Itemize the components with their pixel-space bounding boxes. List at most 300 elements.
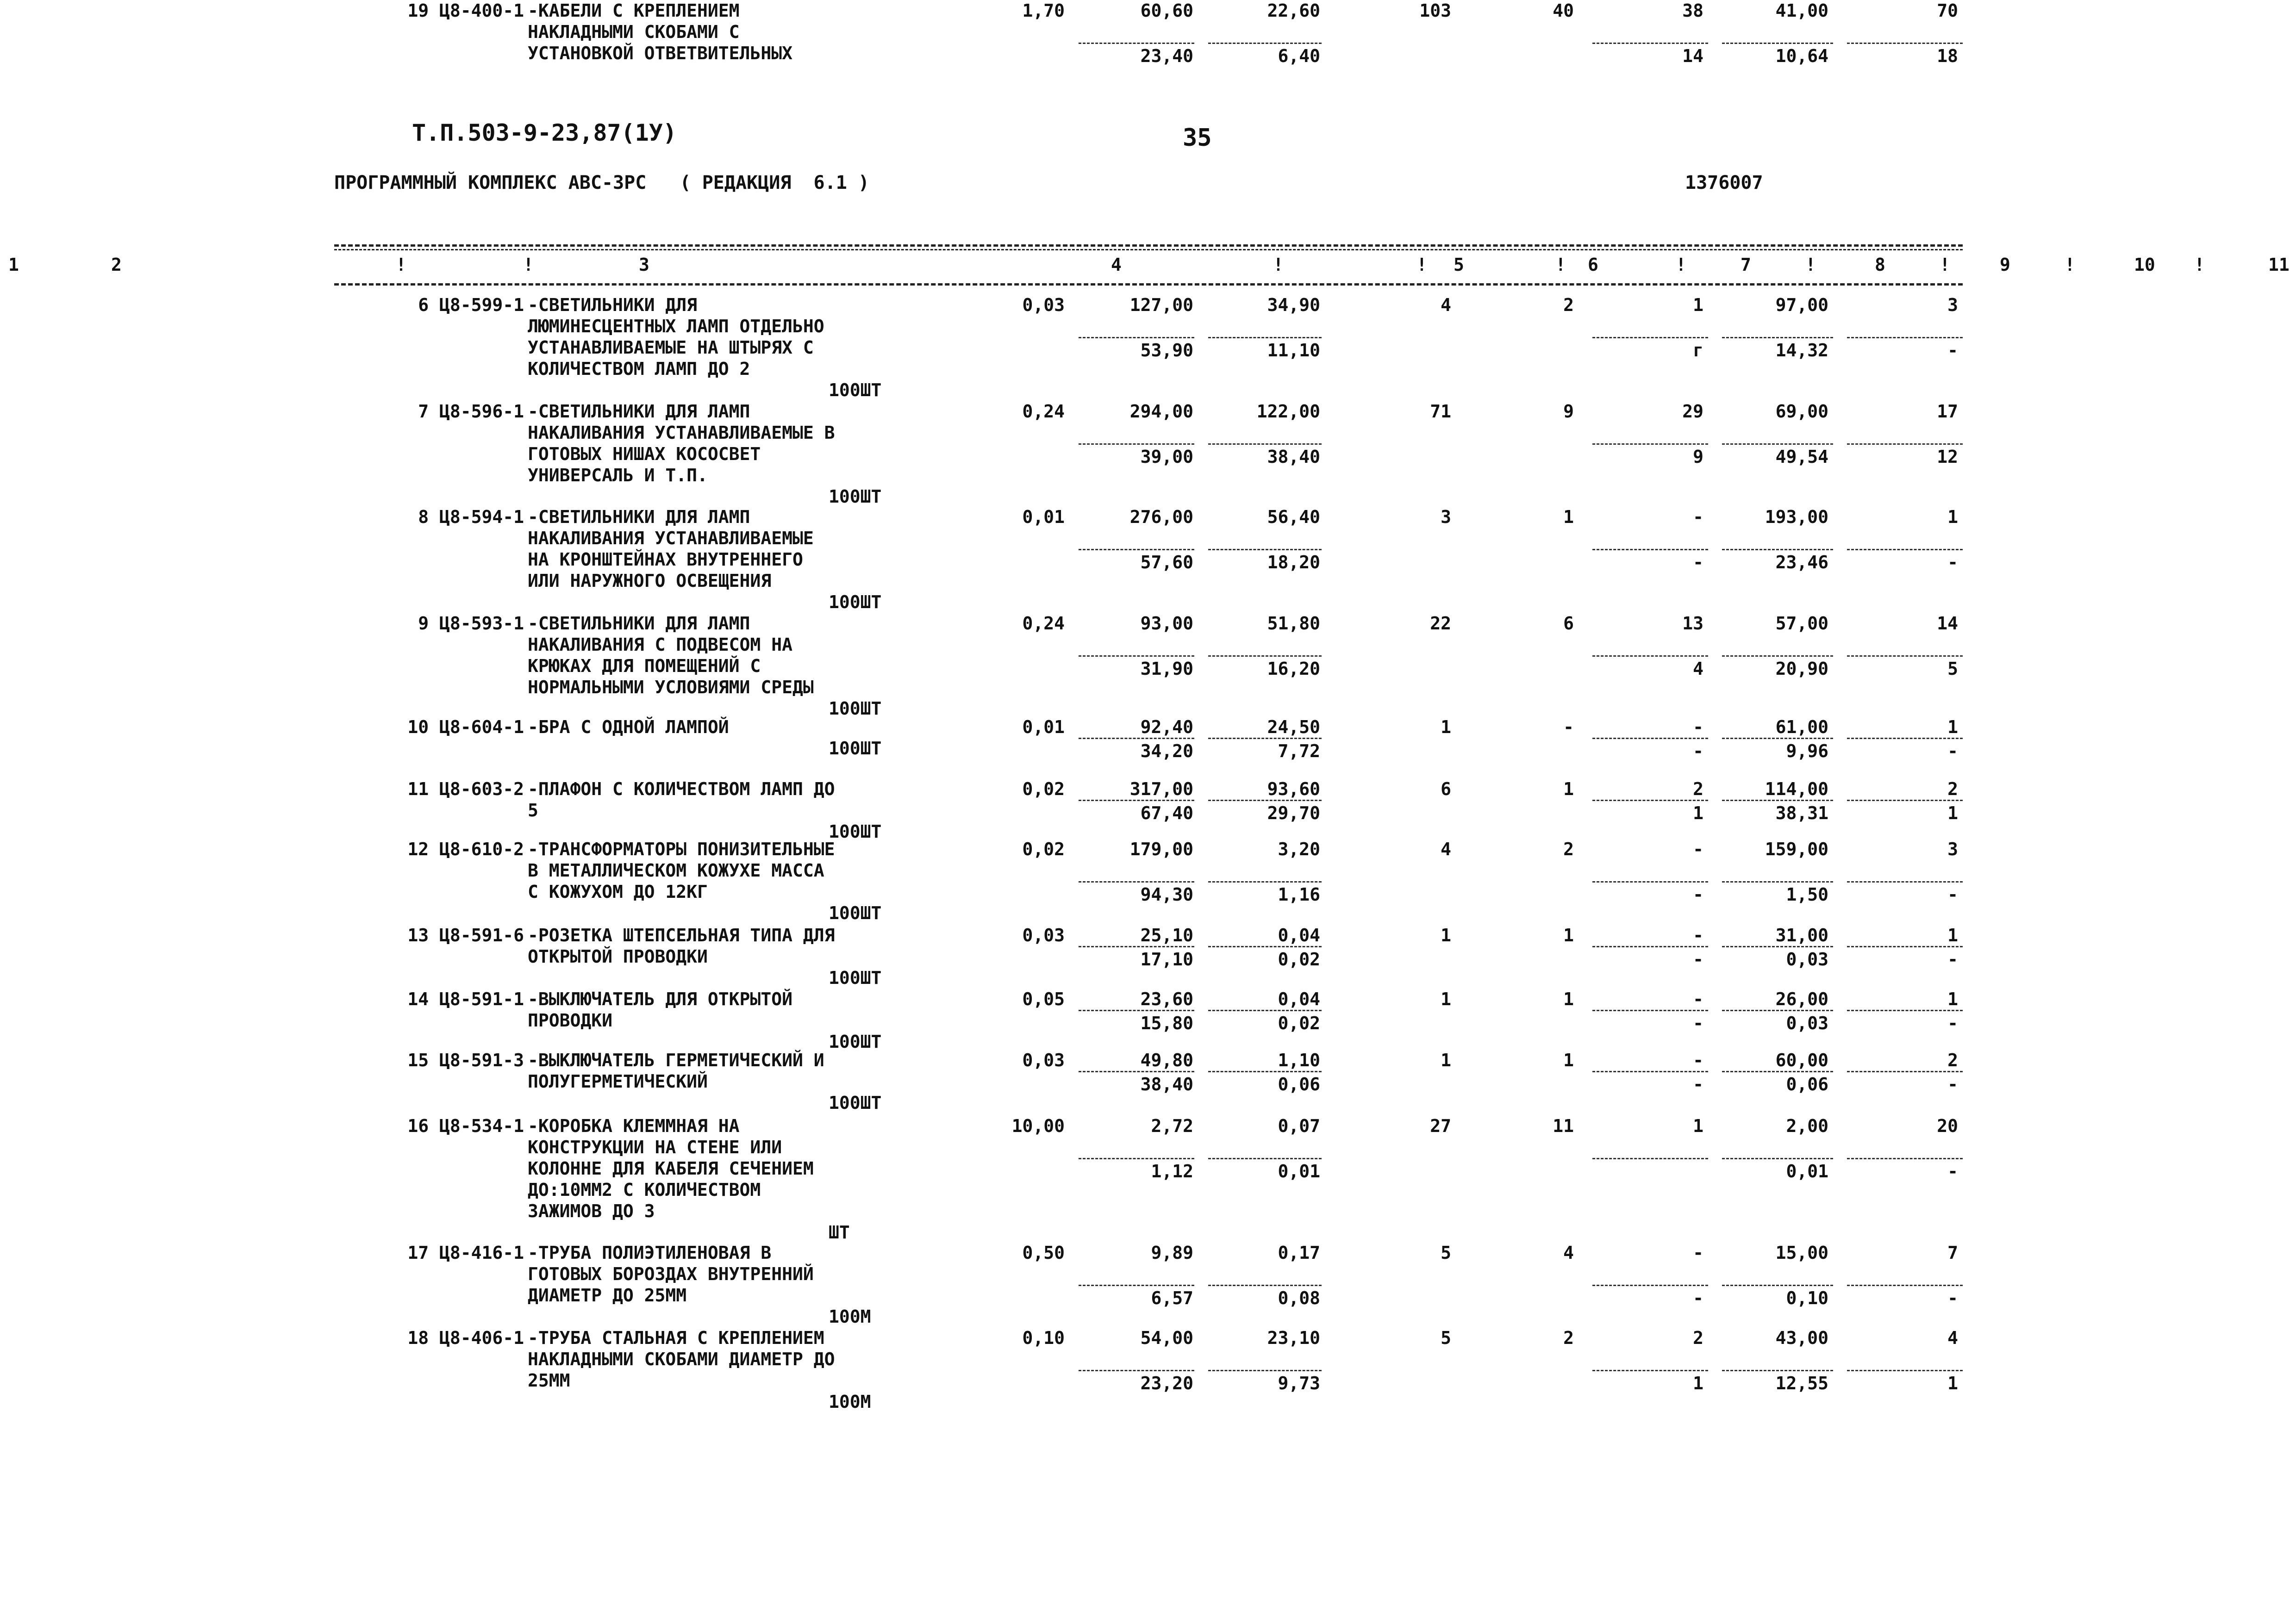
column-header-separator: !	[1676, 255, 1686, 275]
row-number-and-code	[334, 989, 524, 1010]
row-description-line: -ТРУБА СТАЛЬНАЯ С КРЕПЛЕНИЕМ	[528, 1328, 824, 1348]
column-header-separator: !	[523, 255, 534, 275]
column-header-10: 10	[2134, 255, 2155, 275]
col9-sub-value: г	[1693, 340, 1703, 361]
row-description-line: НАКЛАДНЫМИ СКОБАМИ ДИАМЕТР ДО	[528, 1349, 835, 1369]
col7-value: 4	[1441, 295, 1451, 315]
value-separator	[1847, 738, 1963, 739]
row-description-line: ЗАЖИМОВ ДО 3	[528, 1201, 655, 1221]
col8-value: 6	[1563, 613, 1574, 634]
program-line: ПРОГРАММНЫЙ КОМПЛЕКС АВС-3РС ( РЕДАКЦИЯ 6.1 )	[334, 172, 869, 193]
value-separator	[1079, 881, 1194, 883]
value-separator	[1847, 1071, 1963, 1072]
col9-sub-value: -	[1693, 741, 1703, 761]
col5-value: 276,00	[1129, 507, 1193, 527]
col6-value: 0,04	[1278, 925, 1320, 945]
value-separator	[1847, 1285, 1963, 1286]
col7-value: 6	[1441, 779, 1451, 799]
col9-sub-value: -	[1693, 949, 1703, 970]
col6-value: 93,60	[1267, 779, 1320, 799]
col5-value: 54,00	[1140, 1328, 1193, 1348]
col7-value: 1	[1441, 925, 1451, 945]
value-separator	[1208, 337, 1322, 338]
value-separator	[1208, 946, 1322, 947]
col11-value: 3	[1947, 839, 1958, 859]
col4-value: 0,02	[1022, 779, 1065, 799]
column-header-3: 3	[639, 255, 649, 275]
row-number-and-code	[334, 401, 524, 422]
col11-sub-value: 18	[1937, 46, 1958, 66]
row-description-line: -КАБЕЛИ С КРЕПЛЕНИЕМ	[528, 0, 740, 21]
col8-value: 4	[1563, 1243, 1574, 1263]
col6-sub-value: 0,02	[1278, 1013, 1320, 1033]
col10-value: 60,00	[1775, 1050, 1828, 1070]
column-header-8: 8	[1875, 255, 1885, 275]
value-separator	[1592, 1285, 1708, 1286]
col6-sub-value: 0,06	[1278, 1074, 1320, 1094]
col6-sub-value: 1,16	[1278, 884, 1320, 905]
col6-sub-value: 0,01	[1278, 1161, 1320, 1181]
row-number: 17	[407, 1243, 429, 1263]
col6-sub-value: 0,08	[1278, 1288, 1320, 1308]
row-code: Ц8-604-1	[439, 717, 524, 737]
col10-value: 2,00	[1786, 1116, 1828, 1136]
row-description-line: НАКЛАДНЫМИ СКОБАМИ С	[528, 22, 740, 42]
col10-sub-value: 38,31	[1775, 803, 1828, 823]
col7-value: 1	[1441, 1050, 1451, 1070]
row-unit: 100ШТ	[829, 968, 882, 988]
row-number-and-code	[334, 778, 524, 800]
col11-sub-value: -	[1947, 340, 1958, 361]
col9-value: 2	[1693, 779, 1703, 799]
table-top-rule-inner	[334, 249, 1963, 250]
value-separator	[1847, 800, 1963, 801]
row-description-line: -СВЕТИЛЬНИКИ ДЛЯ ЛАМП	[528, 613, 750, 634]
col5-sub-value: 53,90	[1140, 340, 1193, 361]
col8-value: 1	[1563, 925, 1574, 945]
col6-value: 0,17	[1278, 1243, 1320, 1263]
col5-sub-value: 23,40	[1140, 46, 1193, 66]
column-header-1: 1	[8, 255, 19, 275]
row-description-line: ОТКРЫТОЙ ПРОВОДКИ	[528, 946, 708, 967]
col9-sub-value: 1	[1693, 1373, 1703, 1393]
row-description-line: -ТРУБА ПОЛИЭТИЛЕНОВАЯ В	[528, 1243, 772, 1263]
row-description-line: -ПЛАФОН С КОЛИЧЕСТВОМ ЛАМП ДО	[528, 779, 835, 799]
row-description-line: УСТАНАВЛИВАЕМЫЕ НА ШТЫРЯХ С	[528, 337, 814, 358]
row-number-and-code	[334, 839, 524, 860]
value-separator	[1592, 800, 1708, 801]
col11-sub-value: -	[1947, 1161, 1958, 1181]
col9-value: -	[1693, 1050, 1703, 1070]
value-separator	[1722, 443, 1833, 445]
col6-sub-value: 7,72	[1278, 741, 1320, 761]
col6-value: 0,04	[1278, 989, 1320, 1009]
col7-value: 3	[1441, 507, 1451, 527]
value-separator	[1079, 1370, 1194, 1371]
col9-sub-value: -	[1693, 1288, 1703, 1308]
col9-value: -	[1693, 717, 1703, 737]
value-separator	[1592, 549, 1708, 550]
col6-value: 3,20	[1278, 839, 1320, 859]
row-code: Ц8-400-1	[439, 0, 524, 21]
value-separator	[1592, 337, 1708, 338]
col9-value: -	[1693, 507, 1703, 527]
col5-sub-value: 39,00	[1140, 447, 1193, 467]
col11-sub-value: 5	[1947, 659, 1958, 679]
value-separator	[1208, 549, 1322, 550]
col8-value: 2	[1563, 1328, 1574, 1348]
column-header-separator: !	[2065, 255, 2075, 275]
col10-value: 57,00	[1775, 613, 1828, 634]
value-separator	[1722, 738, 1833, 739]
value-separator	[1208, 1285, 1322, 1286]
col9-sub-value: 9	[1693, 447, 1703, 467]
col6-sub-value: 16,20	[1267, 659, 1320, 679]
col4-value: 0,01	[1022, 717, 1065, 737]
col4-value: 0,10	[1022, 1328, 1065, 1348]
col11-value: 3	[1947, 295, 1958, 315]
col6-value: 24,50	[1267, 717, 1320, 737]
col5-sub-value: 34,20	[1140, 741, 1193, 761]
value-separator	[1079, 1071, 1194, 1072]
column-header-row	[8, 255, 2290, 280]
col11-value: 17	[1937, 401, 1958, 422]
col6-sub-value: 6,40	[1278, 46, 1320, 66]
row-number: 18	[407, 1328, 429, 1348]
value-separator	[1847, 43, 1963, 44]
col9-sub-value: 1	[1693, 803, 1703, 823]
row-description-line: -СВЕТИЛЬНИКИ ДЛЯ	[528, 295, 698, 315]
value-separator	[1208, 800, 1322, 801]
col5-value: 93,00	[1140, 613, 1193, 634]
row-description-line: КОЛИЧЕСТВОМ ЛАМП ДО 2	[528, 359, 750, 379]
value-separator	[1592, 1010, 1708, 1011]
col9-value: -	[1693, 925, 1703, 945]
col8-value: 1	[1563, 779, 1574, 799]
col5-sub-value: 17,10	[1140, 949, 1193, 970]
row-description-line: 5	[528, 800, 538, 821]
row-number: 13	[407, 925, 429, 945]
col4-value: 0,02	[1022, 839, 1065, 859]
col10-value: 31,00	[1775, 925, 1828, 945]
value-separator	[1847, 946, 1963, 947]
row-code: Ц8-591-6	[439, 925, 524, 945]
col6-sub-value: 29,70	[1267, 803, 1320, 823]
col11-value: 7	[1947, 1243, 1958, 1263]
col8-value: 2	[1563, 839, 1574, 859]
col11-sub-value: 12	[1937, 447, 1958, 467]
column-header-4: 4	[1111, 255, 1122, 275]
col5-sub-value: 57,60	[1140, 552, 1193, 572]
col11-value: 20	[1937, 1116, 1958, 1136]
col9-sub-value: -	[1693, 884, 1703, 905]
col8-value: 2	[1563, 295, 1574, 315]
row-description-line: 25ММ	[528, 1370, 570, 1391]
value-separator	[1208, 443, 1322, 445]
value-separator	[1079, 738, 1194, 739]
value-separator	[1592, 43, 1708, 44]
col10-sub-value: 1,50	[1786, 884, 1828, 905]
row-number-and-code	[334, 613, 524, 634]
col6-value: 0,07	[1278, 1116, 1320, 1136]
value-separator	[1847, 1158, 1963, 1159]
row-number: 6	[418, 295, 429, 315]
row-code: Ц8-594-1	[439, 507, 524, 527]
value-separator	[1079, 800, 1194, 801]
column-header-separator: !	[1416, 255, 1427, 275]
value-separator	[1592, 1158, 1708, 1159]
row-description-line: КОНСТРУКЦИИ НА СТЕНЕ ИЛИ	[528, 1137, 782, 1157]
row-number-and-code	[334, 294, 524, 316]
column-header-separator: !	[1940, 255, 1950, 275]
col9-sub-value: 14	[1682, 46, 1703, 66]
col11-value: 1	[1947, 989, 1958, 1009]
col11-sub-value: -	[1947, 1074, 1958, 1094]
col8-value: 1	[1563, 989, 1574, 1009]
value-separator	[1722, 1158, 1833, 1159]
row-description-line: ГОТОВЫХ БОРОЗДАХ ВНУТРЕННИЙ	[528, 1264, 814, 1284]
row-code: Ц8-593-1	[439, 613, 524, 634]
value-separator	[1079, 43, 1194, 44]
row-number: 15	[407, 1050, 429, 1070]
value-separator	[1208, 1158, 1322, 1159]
col10-value: 193,00	[1765, 507, 1828, 527]
table-top-rule	[334, 244, 1963, 247]
value-separator	[1722, 800, 1833, 801]
row-description-line: -ВЫКЛЮЧАТЕЛЬ ДЛЯ ОТКРЫТОЙ	[528, 989, 792, 1009]
col4-value: 0,05	[1022, 989, 1065, 1009]
col9-value: -	[1693, 1243, 1703, 1263]
col11-sub-value: -	[1947, 884, 1958, 905]
row-code: Ц8-610-2	[439, 839, 524, 859]
value-separator	[1847, 549, 1963, 550]
value-separator	[1208, 43, 1322, 44]
col7-value: 1	[1441, 717, 1451, 737]
col5-value: 317,00	[1129, 779, 1193, 799]
col11-sub-value: -	[1947, 949, 1958, 970]
col5-value: 127,00	[1129, 295, 1193, 315]
value-separator	[1208, 1071, 1322, 1072]
row-code: Ц8-591-1	[439, 989, 524, 1009]
col5-value: 2,72	[1151, 1116, 1193, 1136]
col5-value: 49,80	[1140, 1050, 1193, 1070]
col11-value: 4	[1947, 1328, 1958, 1348]
col5-sub-value: 23,20	[1140, 1373, 1193, 1393]
row-code: Ц8-591-3	[439, 1050, 524, 1070]
col5-value: 179,00	[1129, 839, 1193, 859]
value-separator	[1079, 1285, 1194, 1286]
col10-sub-value: 14,32	[1775, 340, 1828, 361]
value-separator	[1722, 1010, 1833, 1011]
row-description-line: ПОЛУГЕРМЕТИЧЕСКИЙ	[528, 1071, 708, 1092]
col7-value: 5	[1441, 1243, 1451, 1263]
col6-sub-value: 11,10	[1267, 340, 1320, 361]
value-separator	[1722, 655, 1833, 657]
col4-value: 0,01	[1022, 507, 1065, 527]
col9-value: 29	[1682, 401, 1703, 422]
row-unit: 100ШТ	[829, 698, 882, 719]
row-description-line: НАКАЛИВАНИЯ УСТАНАВЛИВАЕМЫЕ	[528, 528, 814, 548]
row-number-and-code	[334, 1115, 524, 1137]
col6-sub-value: 0,02	[1278, 949, 1320, 970]
value-separator	[1208, 1370, 1322, 1371]
column-header-2: 2	[111, 255, 122, 275]
value-separator	[1847, 443, 1963, 445]
row-description-line: НАКАЛИВАНИЯ УСТАНАВЛИВАЕМЫЕ В	[528, 423, 835, 443]
col6-sub-value: 38,40	[1267, 447, 1320, 467]
row-description-line: -ТРАНСФОРМАТОРЫ ПОНИЗИТЕЛЬНЫЕ	[528, 839, 835, 859]
row-number-and-code	[334, 1242, 524, 1263]
row-number-and-code	[334, 925, 524, 946]
col9-sub-value: -	[1693, 552, 1703, 572]
col10-sub-value: 20,90	[1775, 659, 1828, 679]
value-separator	[1208, 738, 1322, 739]
row-unit: 100ШТ	[829, 738, 882, 759]
row-code: Ц8-596-1	[439, 401, 524, 422]
document-code: Т.П.503-9-23,87(1У)	[412, 119, 677, 146]
row-unit: 100ШТ	[829, 380, 882, 400]
col5-sub-value: 6,57	[1151, 1288, 1193, 1308]
col9-sub-value: -	[1693, 1074, 1703, 1094]
value-separator	[1847, 337, 1963, 338]
col9-value: 1	[1693, 295, 1703, 315]
col7-value: 5	[1441, 1328, 1451, 1348]
col9-value: 1	[1693, 1116, 1703, 1136]
col10-value: 61,00	[1775, 717, 1828, 737]
row-description-line: В МЕТАЛЛИЧЕСКОМ КОЖУХЕ МАССА	[528, 860, 824, 881]
col5-sub-value: 1,12	[1151, 1161, 1193, 1181]
row-description-line: НА КРОНШТЕЙНАХ ВНУТРЕННЕГО	[528, 549, 803, 570]
value-separator	[1592, 443, 1708, 445]
row-unit: 100ШТ	[829, 1093, 882, 1113]
row-description-line: КРЮКАХ ДЛЯ ПОМЕЩЕНИЙ С	[528, 656, 761, 676]
row-number: 11	[407, 779, 429, 799]
col5-sub-value: 67,40	[1140, 803, 1193, 823]
col5-sub-value: 38,40	[1140, 1074, 1193, 1094]
column-header-separator: !	[1805, 255, 1816, 275]
row-unit: 100ШТ	[829, 1032, 882, 1052]
row-unit: 100ШТ	[829, 592, 882, 612]
value-separator	[1079, 443, 1194, 445]
col4-value: 0,03	[1022, 295, 1065, 315]
col6-sub-value: 18,20	[1267, 552, 1320, 572]
value-separator	[1592, 881, 1708, 883]
value-separator	[1079, 946, 1194, 947]
row-description-line: -РОЗЕТКА ШТЕПСЕЛЬНАЯ ТИПА ДЛЯ	[528, 925, 835, 945]
col7-value: 103	[1419, 0, 1451, 21]
row-code: Ц8-534-1	[439, 1116, 524, 1136]
col8-value: 1	[1563, 507, 1574, 527]
value-separator	[1592, 655, 1708, 657]
column-header-11: 11	[2268, 255, 2290, 275]
page-number: 35	[1183, 124, 1212, 152]
row-number: 10	[407, 717, 429, 737]
col11-value: 1	[1947, 507, 1958, 527]
value-separator	[1208, 881, 1322, 883]
col10-value: 69,00	[1775, 401, 1828, 422]
row-code: Ц8-599-1	[439, 295, 524, 315]
col9-value: 13	[1682, 613, 1703, 634]
row-number-and-code	[334, 1327, 524, 1349]
row-description-line: С КОЖУХОМ ДО 12КГ	[528, 882, 708, 902]
col4-value: 0,03	[1022, 1050, 1065, 1070]
col11-value: 2	[1947, 779, 1958, 799]
row-description-line: -БРА С ОДНОЙ ЛАМПОЙ	[528, 717, 729, 737]
row-unit: 100ШТ	[829, 903, 882, 923]
value-separator	[1592, 738, 1708, 739]
col11-sub-value: -	[1947, 741, 1958, 761]
column-header-separator: !	[1273, 255, 1284, 275]
row-code: Ц8-406-1	[439, 1328, 524, 1348]
row-description-line: ЛЮМИНЕСЦЕНТНЫХ ЛАМП ОТДЕЛЬНО	[528, 316, 824, 336]
value-separator	[1208, 1010, 1322, 1011]
col9-sub-value: -	[1693, 1013, 1703, 1033]
value-separator	[1847, 1010, 1963, 1011]
col7-value: 27	[1430, 1116, 1451, 1136]
column-header-separator: !	[396, 255, 406, 275]
col10-sub-value: 0,03	[1786, 949, 1828, 970]
col10-sub-value: 23,46	[1775, 552, 1828, 572]
col11-sub-value: 1	[1947, 803, 1958, 823]
value-separator	[1722, 337, 1833, 338]
row-description-line: ДО:10ММ2 С КОЛИЧЕСТВОМ	[528, 1180, 761, 1200]
row-code: Ц8-416-1	[439, 1243, 524, 1263]
value-separator	[1722, 549, 1833, 550]
value-separator	[1847, 1370, 1963, 1371]
row-number: 8	[418, 507, 429, 527]
col6-value: 22,60	[1267, 0, 1320, 21]
row-unit: 100ШТ	[829, 486, 882, 507]
col10-value: 41,00	[1775, 0, 1828, 21]
col11-sub-value: 1	[1947, 1373, 1958, 1393]
col6-value: 56,40	[1267, 507, 1320, 527]
col10-sub-value: 0,03	[1786, 1013, 1828, 1033]
col4-value: 10,00	[1011, 1116, 1065, 1136]
row-number-and-code	[334, 716, 524, 738]
col7-value: 4	[1441, 839, 1451, 859]
document-number: 1376007	[1685, 172, 1763, 193]
col5-sub-value: 94,30	[1140, 884, 1193, 905]
col10-value: 26,00	[1775, 989, 1828, 1009]
table-header-rule	[334, 283, 1963, 286]
column-header-5: 5	[1454, 255, 1464, 275]
row-unit: ШТ	[829, 1222, 850, 1243]
col5-sub-value: 15,80	[1140, 1013, 1193, 1033]
col5-value: 294,00	[1129, 401, 1193, 422]
row-unit: 100М	[829, 1306, 871, 1327]
value-separator	[1592, 946, 1708, 947]
col6-value: 122,00	[1256, 401, 1320, 422]
col6-sub-value: 9,73	[1278, 1373, 1320, 1393]
col8-value: -	[1563, 717, 1574, 737]
col7-value: 1	[1441, 989, 1451, 1009]
col7-value: 71	[1430, 401, 1451, 422]
row-code: Ц8-603-2	[439, 779, 524, 799]
col9-sub-value: 4	[1693, 659, 1703, 679]
col4-value: 0,03	[1022, 925, 1065, 945]
col11-value: 70	[1937, 0, 1958, 21]
row-description-line: -СВЕТИЛЬНИКИ ДЛЯ ЛАМП	[528, 401, 750, 422]
col10-sub-value: 0,06	[1786, 1074, 1828, 1094]
col9-value: -	[1693, 989, 1703, 1009]
col10-sub-value: 0,10	[1786, 1288, 1828, 1308]
col11-sub-value: -	[1947, 1288, 1958, 1308]
col5-sub-value: 31,90	[1140, 659, 1193, 679]
col11-value: 14	[1937, 613, 1958, 634]
column-header-separator: !	[2194, 255, 2205, 275]
value-separator	[1592, 1071, 1708, 1072]
col8-value: 11	[1553, 1116, 1574, 1136]
